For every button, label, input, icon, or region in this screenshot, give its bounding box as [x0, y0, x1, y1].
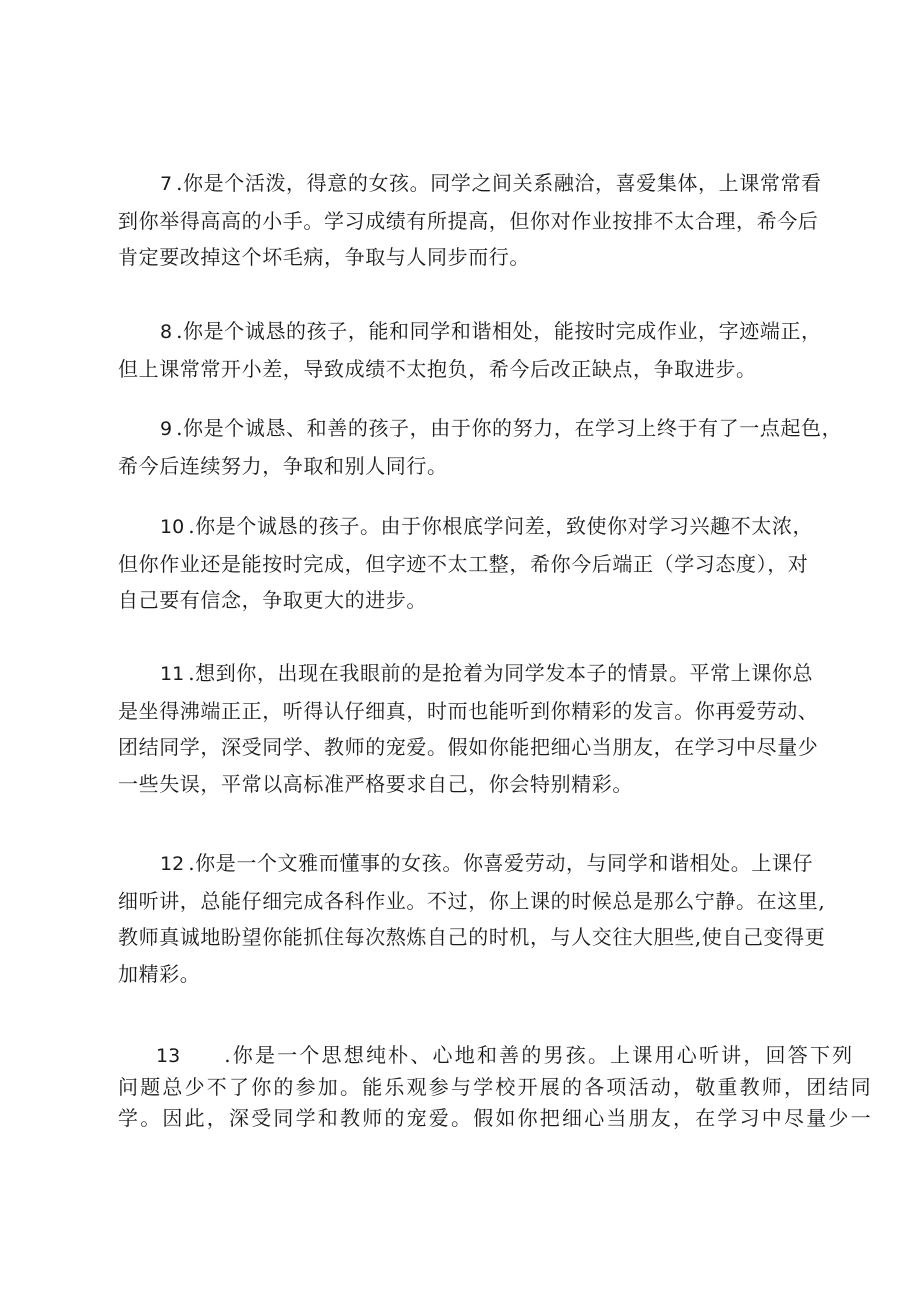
line-text: .想到你，出现在我眼前的是抢着为同学发本子的情景。平常上课你总 — [188, 661, 814, 685]
item-number: 13 — [156, 1045, 181, 1067]
line-text: .你是个诚恳的孩子，能和同学和谐相处，能按时完成作业，字迹端正， — [176, 319, 822, 343]
item-number: 8 — [160, 321, 173, 343]
paragraph-12 — [118, 845, 826, 992]
paragraph-line: 肯定要改掉这个坏毛病，争取与人同步而行。 — [118, 245, 530, 269]
paragraph-10 — [118, 508, 814, 619]
paragraph-line: 学。因此，深受同学和教师的宠爱。假如你把细心当朋友，在学习中尽量少一 — [118, 1106, 873, 1130]
paragraph-line: 自己要有信念，争取更大的进步。 — [118, 588, 427, 612]
paragraph-9 — [118, 410, 843, 484]
paragraph-line: 一些失误，平常以高标准严格要求自己，你会特别精彩。 — [118, 771, 633, 796]
paragraph-line: 加精彩。 — [118, 961, 201, 986]
paragraph-11 — [118, 655, 819, 802]
paragraph-line: 但上课常常开小差，导致成绩不太抱负，希今后改正缺点，争取进步。 — [118, 356, 757, 381]
paragraph-line: 问题总少不了你的参加。能乐观参与学校开展的各项活动，敬重教师，团结同 — [118, 1075, 873, 1099]
paragraph-8 — [118, 313, 822, 387]
paragraph-line: 希今后连续努力，争取和别人同行。 — [118, 453, 448, 478]
line-text: .你是个活泼，得意的女孩。同学之间关系融洽，喜爱集体，上课常常看 — [176, 171, 822, 195]
item-number: 9 — [160, 418, 173, 440]
paragraph-line: 教师真诚地盼望你能抓住每次熬炼自己的时机，与人交往大胆些,使自己变得更 — [118, 925, 826, 949]
paragraph-line: 但你作业还是能按时完成，但字迹不太工整，希你今后端正（学习态度），对 — [118, 551, 809, 576]
item-number: 11 — [160, 663, 185, 685]
item-number: 7 — [160, 173, 173, 195]
paragraph-line: 是坐得沸端正正，听得认仔细真，时而也能听到你精彩的发言。你再爱劳动、 — [118, 698, 819, 723]
line-text: .你是个诚恳、和善的孩子，由于你的努力，在学习上终于有了一点起色， — [176, 416, 843, 440]
paragraph-line: 团结同学，深受同学、教师的宠爱。假如你能把细心当朋友，在学习中尽量少 — [118, 735, 819, 759]
paragraph-7 — [118, 165, 822, 276]
item-number: 12 — [160, 853, 185, 875]
item-number: 10 — [160, 516, 185, 538]
paragraph-line: 到你举得高高的小手。学习成绩有所提高，但你对作业按排不太合理，希今后 — [118, 208, 819, 233]
paragraph-line — [118, 1040, 855, 1072]
line-text: .你是一个思想纯朴、心地和善的男孩。上课用心听讲，回答下列 — [224, 1043, 855, 1067]
paragraph-line — [118, 313, 822, 351]
paragraph-line — [118, 508, 814, 546]
paragraph-line — [118, 165, 822, 203]
paragraph-line — [118, 410, 843, 448]
paragraph-line: 细听讲，总能仔细完成各科作业。不过，你上课的时候总是那么宁静。在这里, — [118, 888, 826, 913]
line-text: .你是一个文雅而懂事的女孩。你喜爱劳动，与同学和谐相处。上课仔 — [188, 851, 814, 875]
paragraph-13 — [118, 1040, 873, 1134]
paragraph-line — [118, 655, 814, 693]
paragraph-line — [118, 845, 814, 883]
line-text: .你是个诚恳的孩子。由于你根底学问差，致使你对学习兴趣不太浓， — [188, 514, 814, 538]
